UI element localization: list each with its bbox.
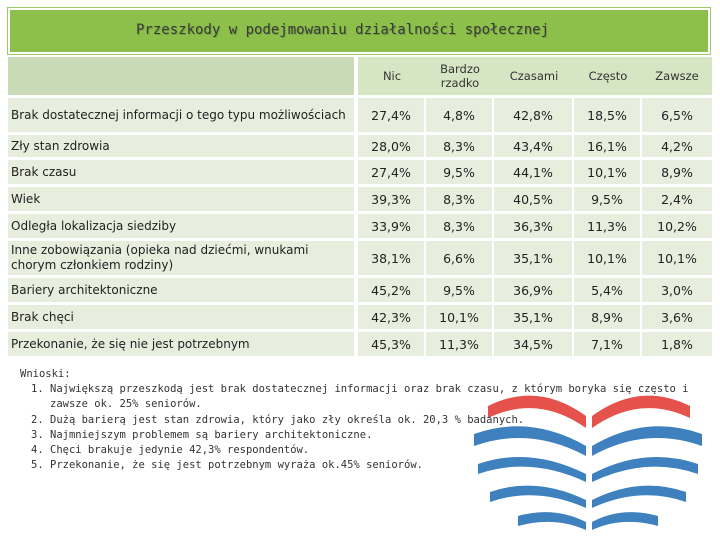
table-row (8, 98, 712, 132)
table-row (8, 305, 712, 329)
table-cell: 9,5% (426, 278, 494, 302)
table-cell: 8,3% (426, 135, 494, 157)
table-cell: 8,3% (426, 187, 494, 211)
table-cell: 33,9% (358, 214, 426, 238)
table-cell: 27,4% (358, 160, 426, 184)
list-item: 5. Przekonanie, że się jest potrzebnym wyraża ok.45% seniorów. (50, 458, 700, 473)
table-cell: 40,5% (494, 187, 574, 211)
table-cell: 28,0% (358, 135, 426, 157)
table-cell: 10,2% (642, 214, 712, 238)
table-cell: 3,0% (642, 278, 712, 302)
row-label: Inne zobowiązania (opieka nad dziećmi, wnukami chorym członkiem rodziny) (8, 241, 358, 275)
table-cell: 8,3% (426, 214, 494, 238)
table-row (8, 135, 712, 157)
row-label: Wiek (8, 187, 358, 211)
column-header (426, 57, 494, 95)
table-cell: 10,1% (642, 241, 712, 275)
row-label: Przekonanie, że się nie jest potrzebnym (8, 332, 358, 356)
row-label: Zły stan zdrowia (8, 135, 358, 157)
table-cell: 1,8% (642, 332, 712, 356)
table-cell: 11,3% (574, 214, 642, 238)
table-cell: 3,6% (642, 305, 712, 329)
table-cell: 45,2% (358, 278, 426, 302)
list-item: 1. Największą przeszkodą jest brak dostatecznej informacji oraz brak czasu, z którym boryka się często i zawsze ok. 25% seniorów. (50, 382, 700, 412)
table-cell: 36,3% (494, 214, 574, 238)
table-cell: 10,1% (574, 241, 642, 275)
row-label: Brak dostatecznej informacji o tego typu możliwościach (8, 98, 358, 132)
table-cell: 6,6% (426, 241, 494, 275)
table-cell: 11,3% (426, 332, 494, 356)
conclusions-list (20, 382, 700, 473)
table-cell: 42,8% (494, 98, 574, 132)
conclusions-heading: Wnioski: (20, 368, 71, 380)
slide-title-bar (8, 8, 710, 54)
table-cell: 35,1% (494, 241, 574, 275)
table-cell: 43,4% (494, 135, 574, 157)
row-label: Brak chęci (8, 305, 358, 329)
table-header-row (8, 57, 712, 95)
table-cell: 34,5% (494, 332, 574, 356)
table-cell: 16,1% (574, 135, 642, 157)
table-cell: 10,1% (574, 160, 642, 184)
conclusions (20, 367, 700, 473)
table-cell: 44,1% (494, 160, 574, 184)
table-cell: 5,4% (574, 278, 642, 302)
list-item: 4. Chęci brakuje jedynie 42,3% respondentów. (50, 443, 700, 458)
list-item: 2. Dużą barierą jest stan zdrowia, który jako zły określa ok. 20,3 % badanych. (50, 413, 700, 428)
table-cell: 38,1% (358, 241, 426, 275)
column-header: Często (574, 57, 642, 95)
obstacles-table (8, 54, 712, 359)
row-label: Odległa lokalizacja siedziby (8, 214, 358, 238)
table-row (8, 241, 712, 275)
row-label: Brak czasu (8, 160, 358, 184)
table-cell: 9,5% (426, 160, 494, 184)
table-cell: 27,4% (358, 98, 426, 132)
table-cell: 35,1% (494, 305, 574, 329)
column-header: Zawsze (642, 57, 712, 95)
table-cell: 39,3% (358, 187, 426, 211)
header-blank-cell (8, 57, 358, 95)
table-cell: 36,9% (494, 278, 574, 302)
table-cell: 4,2% (642, 135, 712, 157)
table-cell: 2,4% (642, 187, 712, 211)
list-item: 3. Najmniejszym problemem są bariery architektoniczne. (50, 428, 700, 443)
slide-title: Przeszkody w podejmowaniu działalności społecznej (136, 22, 550, 38)
table-cell: 8,9% (642, 160, 712, 184)
table-row (8, 214, 712, 238)
column-header: Czasami (494, 57, 574, 95)
column-header-label: Bardzo rzadko (440, 62, 480, 90)
table-cell: 7,1% (574, 332, 642, 356)
column-header: Nic (358, 57, 426, 95)
table-row (8, 187, 712, 211)
row-label: Bariery architektoniczne (8, 278, 358, 302)
table-cell: 42,3% (358, 305, 426, 329)
table-cell: 18,5% (574, 98, 642, 132)
table-cell: 9,5% (574, 187, 642, 211)
table-cell: 8,9% (574, 305, 642, 329)
table-cell: 4,8% (426, 98, 494, 132)
table-cell: 45,3% (358, 332, 426, 356)
table-row (8, 160, 712, 184)
table-cell: 6,5% (642, 98, 712, 132)
table-cell: 10,1% (426, 305, 494, 329)
table-row (8, 332, 712, 356)
table-row (8, 278, 712, 302)
